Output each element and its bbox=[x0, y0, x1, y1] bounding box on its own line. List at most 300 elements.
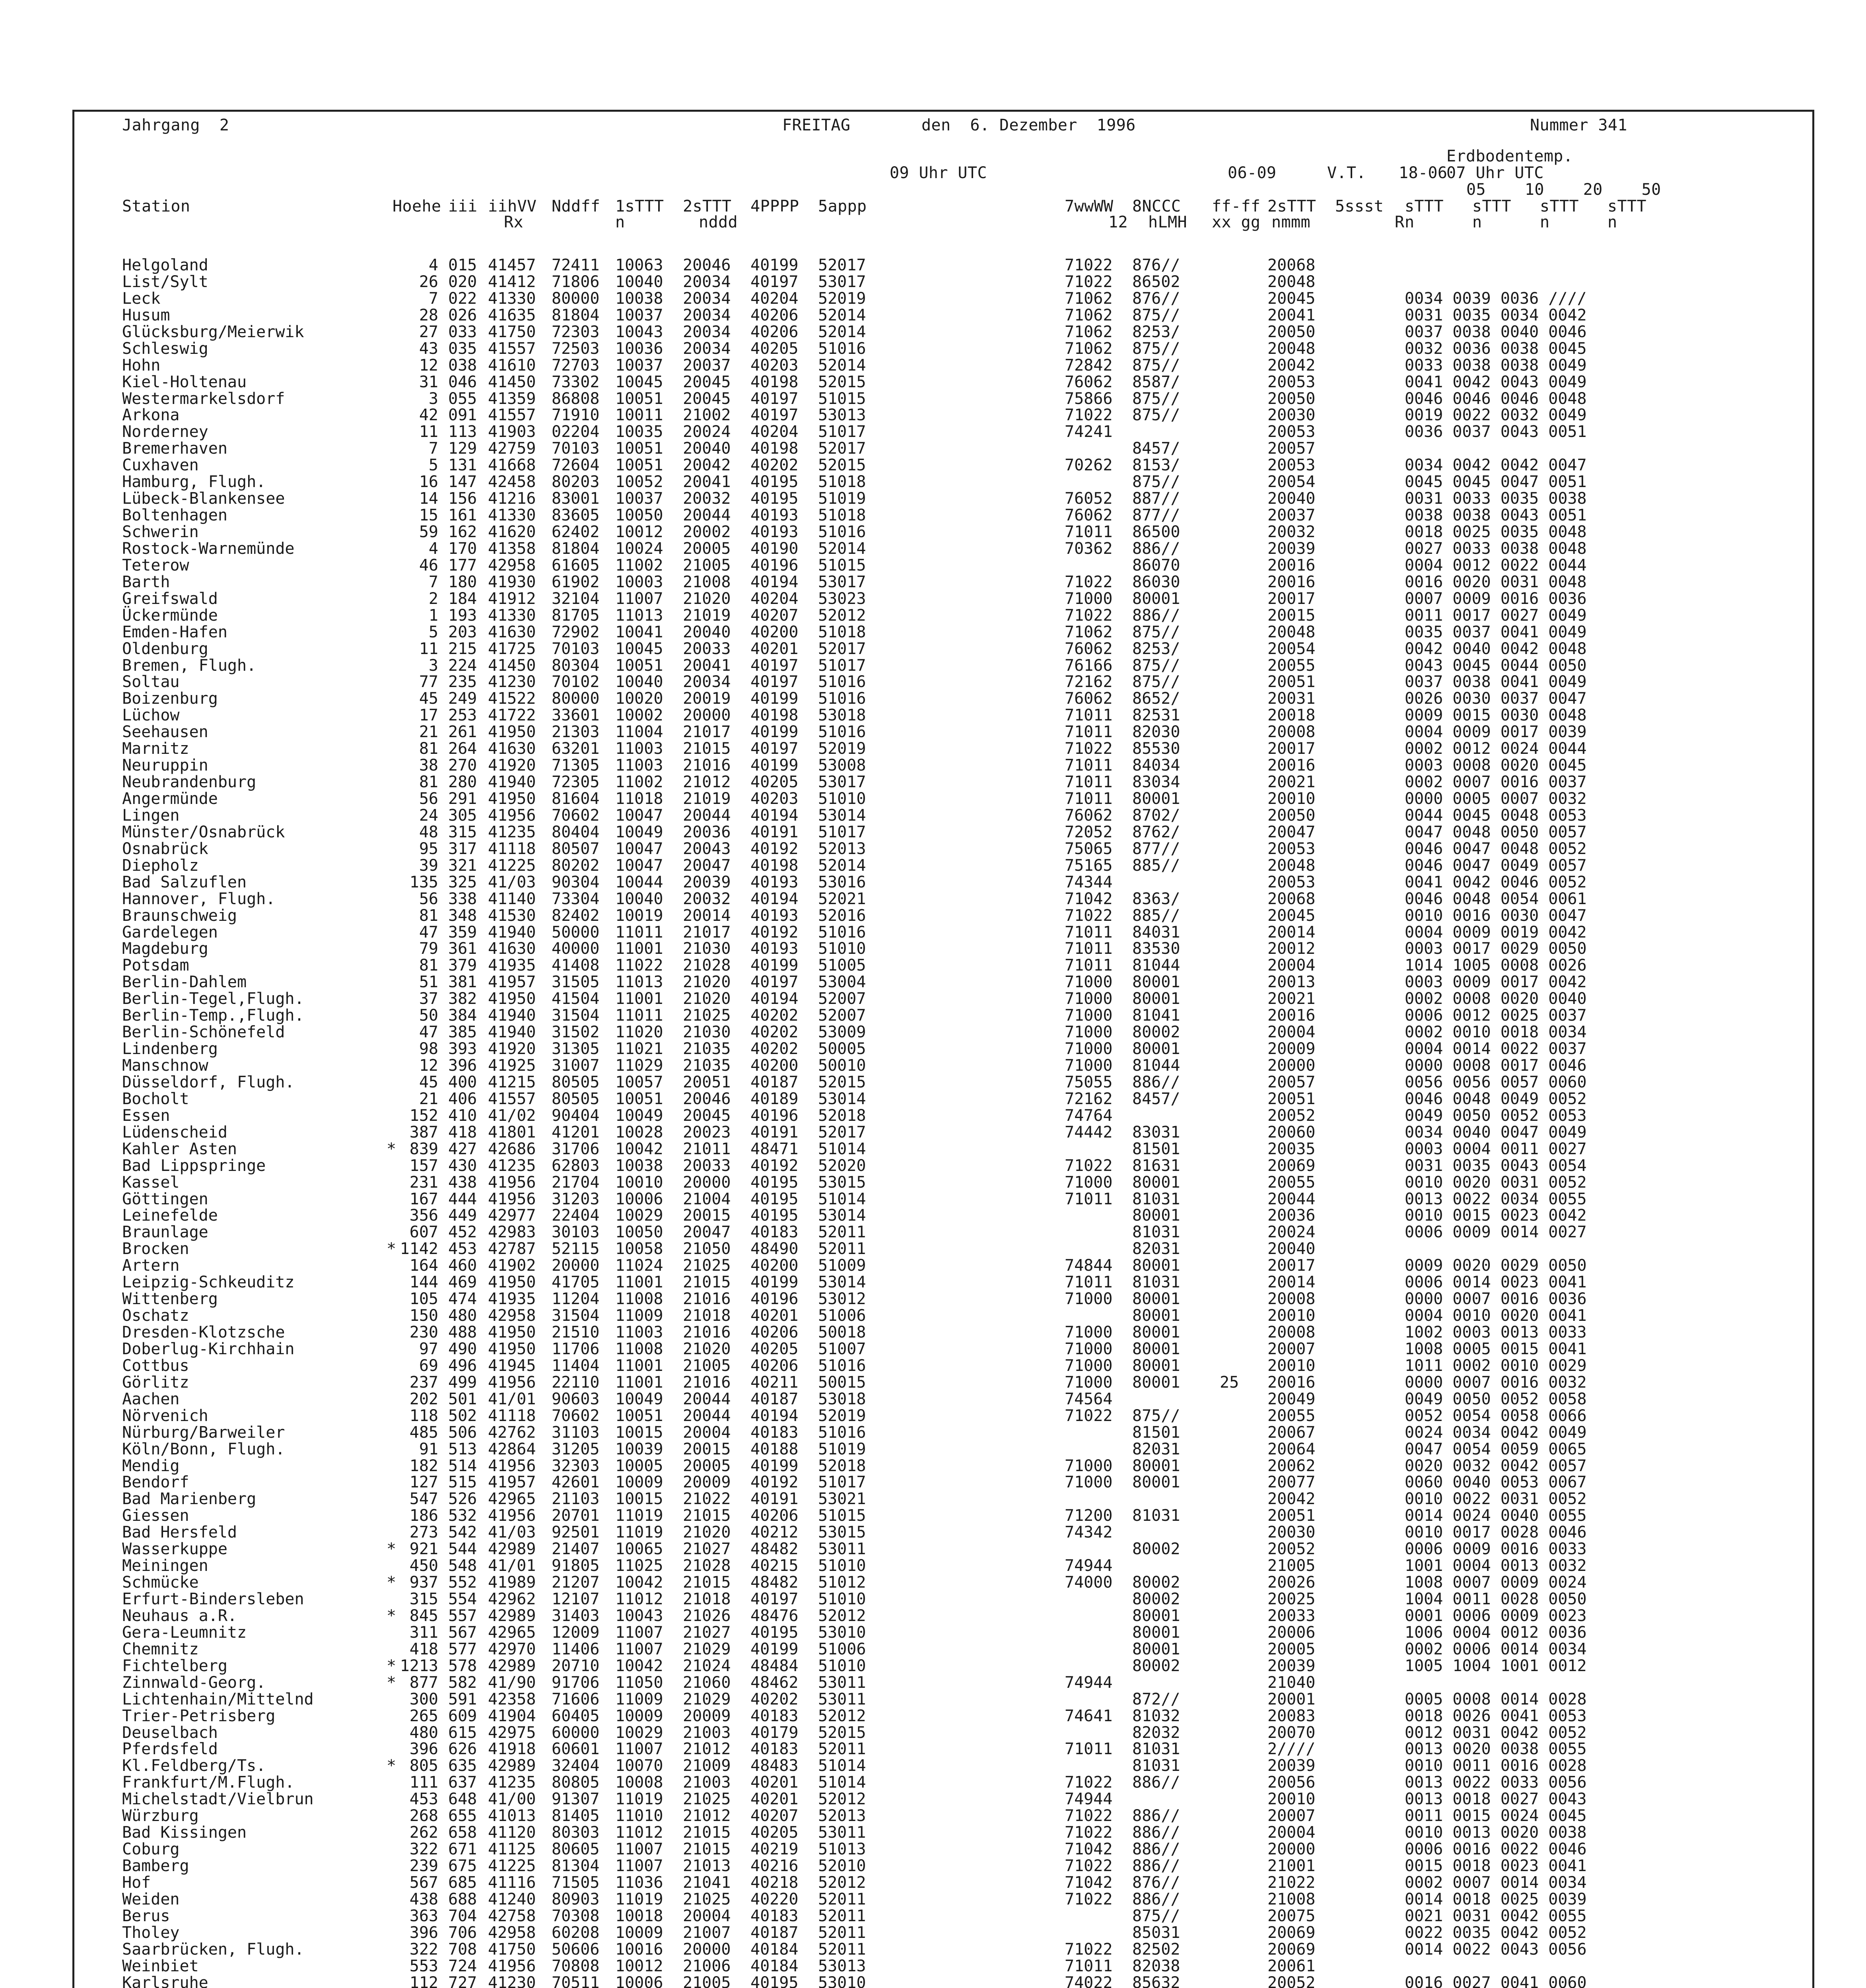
group-iihvv: 41557 bbox=[488, 406, 536, 425]
group-7wwww: 71011 bbox=[1065, 1740, 1113, 1759]
group-2sttt: 20040 bbox=[683, 439, 731, 458]
station-height: 315 bbox=[409, 1590, 438, 1608]
group-7wwww: 76166 bbox=[1065, 656, 1113, 675]
group-5appp: 52014 bbox=[818, 856, 866, 875]
soil-temperatures: 0003 0017 0029 0050 bbox=[1405, 940, 1587, 958]
station-height: 300 bbox=[409, 1690, 438, 1708]
station-name: Emden-Hafen bbox=[122, 623, 227, 641]
station-height: 262 bbox=[409, 1823, 438, 1842]
group-7wwww: 75866 bbox=[1065, 389, 1113, 408]
group-8nccc: 80001 bbox=[1132, 1307, 1180, 1325]
group-7wwww: 71022 bbox=[1065, 1156, 1113, 1175]
group-2sttt: 21016 bbox=[683, 756, 731, 775]
group-7wwww: 71022 bbox=[1065, 1890, 1113, 1908]
station-index: 348 bbox=[448, 906, 477, 925]
group-iihvv: 41801 bbox=[488, 1123, 536, 1142]
table-row bbox=[74, 1341, 1812, 1358]
soil-temperatures: 0003 0009 0017 0042 bbox=[1405, 973, 1587, 992]
group-2sttt-night: 20055 bbox=[1267, 656, 1316, 675]
group-nddff: 12009 bbox=[552, 1623, 600, 1642]
group-1sttt: 10009 bbox=[615, 1473, 663, 1492]
group-8nccc: 8762/ bbox=[1132, 823, 1180, 841]
station-index: 033 bbox=[448, 322, 477, 341]
station-height: 81 bbox=[419, 906, 438, 925]
group-4pppp: 40183 bbox=[750, 1706, 799, 1725]
soil-depths: 05 10 20 50 bbox=[1466, 181, 1661, 199]
group-2sttt: 20044 bbox=[683, 1390, 731, 1408]
soil-temp-title: Erdbodentemp. bbox=[1446, 147, 1573, 165]
group-2sttt-night: 20037 bbox=[1267, 506, 1316, 525]
group-iihvv: 41235 bbox=[488, 823, 536, 841]
group-2sttt-night: 20045 bbox=[1267, 289, 1316, 308]
group-4pppp: 40196 bbox=[750, 556, 799, 575]
group-iihvv: 41950 bbox=[488, 723, 536, 742]
group-8nccc: 86502 bbox=[1132, 272, 1180, 291]
group-8nccc: 886// bbox=[1132, 539, 1180, 558]
table-row bbox=[74, 1041, 1812, 1058]
group-5appp: 53014 bbox=[818, 806, 866, 825]
group-1sttt: 11003 bbox=[615, 740, 663, 758]
group-8nccc: 885// bbox=[1132, 906, 1180, 925]
group-5appp: 51014 bbox=[818, 1140, 866, 1158]
group-1sttt: 10029 bbox=[615, 1206, 663, 1225]
group-2sttt-night: 20062 bbox=[1267, 1456, 1316, 1475]
group-iihvv: 41668 bbox=[488, 456, 536, 475]
group-1sttt: 10036 bbox=[615, 339, 663, 358]
station-name: Leck bbox=[122, 289, 161, 308]
group-1sttt: 11008 bbox=[615, 1340, 663, 1358]
group-1sttt: 11019 bbox=[615, 1507, 663, 1525]
table-row bbox=[74, 391, 1812, 408]
table-row bbox=[74, 357, 1812, 374]
group-8nccc: 82038 bbox=[1132, 1957, 1180, 1975]
soil-temperatures: 0034 0042 0042 0047 bbox=[1405, 456, 1587, 475]
col-5appp: 5appp bbox=[818, 197, 867, 215]
group-7wwww: 74022 bbox=[1065, 1973, 1113, 1988]
group-4pppp: 40201 bbox=[750, 1307, 799, 1325]
soil-temperatures: 0010 0022 0031 0052 bbox=[1405, 1490, 1587, 1508]
group-7wwww: 71000 bbox=[1065, 1323, 1113, 1342]
station-name: Coburg bbox=[122, 1840, 180, 1859]
group-iihvv: 41989 bbox=[488, 1573, 536, 1592]
group-5appp: 52015 bbox=[818, 1073, 866, 1091]
table-row bbox=[74, 774, 1812, 791]
station-index: 177 bbox=[448, 556, 477, 575]
group-2sttt: 21025 bbox=[683, 1256, 731, 1275]
station-index: 578 bbox=[448, 1656, 477, 1675]
soil-temperatures: 0011 0015 0024 0045 bbox=[1405, 1807, 1587, 1825]
group-1sttt: 10003 bbox=[615, 573, 663, 591]
group-1sttt: 11001 bbox=[615, 1356, 663, 1375]
group-5appp: 53009 bbox=[818, 1023, 866, 1042]
group-2sttt: 20043 bbox=[683, 839, 731, 858]
group-7wwww: 71022 bbox=[1065, 256, 1113, 274]
group-nddff: 31706 bbox=[552, 1140, 600, 1158]
station-name: Bad Marienberg bbox=[122, 1490, 257, 1508]
station-index: 261 bbox=[448, 723, 477, 742]
station-index: 706 bbox=[448, 1923, 477, 1942]
group-5appp: 52019 bbox=[818, 740, 866, 758]
group-2sttt: 21027 bbox=[683, 1540, 731, 1559]
soil-temperatures: 0037 0038 0041 0049 bbox=[1405, 673, 1587, 691]
group-2sttt: 21019 bbox=[683, 790, 731, 808]
group-8nccc: 81631 bbox=[1132, 1156, 1180, 1175]
group-1sttt: 10051 bbox=[615, 1089, 663, 1108]
col-iihvv: iihVV bbox=[488, 197, 537, 215]
group-2sttt: 21005 bbox=[683, 556, 731, 575]
station-name: Bocholt bbox=[122, 1089, 189, 1108]
station-height: 127 bbox=[409, 1473, 438, 1492]
group-2sttt: 20040 bbox=[683, 623, 731, 641]
group-iihvv: 41940 bbox=[488, 773, 536, 792]
soil-temperatures: 0024 0034 0042 0049 bbox=[1405, 1423, 1587, 1442]
group-5appp: 53018 bbox=[818, 1390, 866, 1408]
group-7wwww: 72162 bbox=[1065, 1089, 1113, 1108]
station-height: 877 bbox=[409, 1673, 438, 1692]
soil-temperatures: 1001 0004 0013 0032 bbox=[1405, 1557, 1587, 1575]
group-7wwww: 71000 bbox=[1065, 990, 1113, 1008]
soil-temperatures: 0026 0030 0037 0047 bbox=[1405, 689, 1587, 708]
group-1sttt: 11007 bbox=[615, 1740, 663, 1759]
soil-temperatures: 0009 0020 0029 0050 bbox=[1405, 1256, 1587, 1275]
group-nddff: 92501 bbox=[552, 1523, 600, 1542]
group-2sttt: 20009 bbox=[683, 1706, 731, 1725]
group-2sttt: 21030 bbox=[683, 1023, 731, 1042]
group-8nccc: 80001 bbox=[1132, 1040, 1180, 1058]
station-index: 655 bbox=[448, 1807, 477, 1825]
group-8nccc: 8363/ bbox=[1132, 889, 1180, 908]
sub-hlmh: hLMH bbox=[1148, 213, 1187, 231]
station-name: Zinnwald-Georg. bbox=[122, 1673, 266, 1692]
table-row bbox=[74, 557, 1812, 574]
table-row bbox=[74, 1074, 1812, 1091]
table-row bbox=[74, 507, 1812, 524]
station-index: 291 bbox=[448, 790, 477, 808]
station-height: 47 bbox=[419, 1023, 438, 1042]
group-2sttt-night: 21022 bbox=[1267, 1873, 1316, 1892]
group-4pppp: 40204 bbox=[750, 289, 799, 308]
group-7wwww: 71022 bbox=[1065, 906, 1113, 925]
group-nddff: 41504 bbox=[552, 990, 600, 1008]
group-1sttt: 10037 bbox=[615, 489, 663, 508]
group-iihvv: 41450 bbox=[488, 656, 536, 675]
group-8nccc: 81031 bbox=[1132, 1507, 1180, 1525]
group-4pppp: 40203 bbox=[750, 356, 799, 375]
group-2sttt-night: 20051 bbox=[1267, 673, 1316, 691]
group-1sttt: 10065 bbox=[615, 1540, 663, 1559]
group-2sttt: 21030 bbox=[683, 940, 731, 958]
group-8nccc: 80002 bbox=[1132, 1540, 1180, 1559]
table-row bbox=[74, 1158, 1812, 1175]
station-name: Greifswald bbox=[122, 589, 218, 608]
group-4pppp: 40192 bbox=[750, 1156, 799, 1175]
group-nddff: 72604 bbox=[552, 456, 600, 475]
table-row bbox=[74, 441, 1812, 457]
group-nddff: 30103 bbox=[552, 1223, 600, 1242]
soil-temperatures: 0046 0048 0049 0052 bbox=[1405, 1089, 1587, 1108]
group-7wwww: 71011 bbox=[1065, 706, 1113, 725]
station-index: 162 bbox=[448, 523, 477, 541]
group-7wwww: 71000 bbox=[1065, 1473, 1113, 1492]
group-2sttt-night: 20010 bbox=[1267, 790, 1316, 808]
station-name: Bendorf bbox=[122, 1473, 189, 1492]
group-nddff: 86808 bbox=[552, 389, 600, 408]
col-2sttt: 2sTTT bbox=[683, 197, 732, 215]
group-8nccc: 80001 bbox=[1132, 1356, 1180, 1375]
station-name: Frankfurt/M.Flugh. bbox=[122, 1773, 295, 1792]
station-index: 147 bbox=[448, 473, 477, 491]
group-4pppp: 40197 bbox=[750, 389, 799, 408]
table-row bbox=[74, 707, 1812, 724]
station-name: Lüdenscheid bbox=[122, 1123, 227, 1142]
station-height: 164 bbox=[409, 1256, 438, 1275]
table-row bbox=[74, 541, 1812, 557]
group-2sttt-night: 20001 bbox=[1267, 1690, 1316, 1708]
table-row bbox=[74, 1591, 1812, 1608]
table-row bbox=[74, 591, 1812, 608]
group-nddff: 91805 bbox=[552, 1557, 600, 1575]
table-row bbox=[74, 1708, 1812, 1725]
station-name: Doberlug-Kirchhain bbox=[122, 1340, 295, 1358]
day-name: FREITAG bbox=[782, 116, 851, 134]
table-row bbox=[74, 1858, 1812, 1875]
group-nddff: 71806 bbox=[552, 272, 600, 291]
station-index: 113 bbox=[448, 423, 477, 441]
station-index: 490 bbox=[448, 1340, 477, 1358]
group-2sttt-night: 20010 bbox=[1267, 1307, 1316, 1325]
station-index: 554 bbox=[448, 1590, 477, 1608]
group-4pppp: 40206 bbox=[750, 306, 799, 324]
group-nddff: 62402 bbox=[552, 523, 600, 541]
station-index: 548 bbox=[448, 1557, 477, 1575]
mountain-marker: * bbox=[387, 1240, 397, 1258]
group-7wwww: 71042 bbox=[1065, 889, 1113, 908]
soil-temperatures: 0034 0040 0047 0049 bbox=[1405, 1123, 1587, 1142]
group-8nccc: 875// bbox=[1132, 1406, 1180, 1425]
station-height: 43 bbox=[419, 339, 438, 358]
table-row bbox=[74, 608, 1812, 624]
station-index: 430 bbox=[448, 1156, 477, 1175]
group-7wwww: 71011 bbox=[1065, 1273, 1113, 1292]
group-8nccc: 80001 bbox=[1132, 1290, 1180, 1309]
group-5appp: 53012 bbox=[818, 1290, 866, 1309]
group-5appp: 52014 bbox=[818, 322, 866, 341]
group-iihvv: 41950 bbox=[488, 1273, 536, 1292]
group-7wwww: 74344 bbox=[1065, 873, 1113, 891]
group-1sttt: 11036 bbox=[615, 1873, 663, 1892]
group-1sttt: 10028 bbox=[615, 1123, 663, 1142]
group-4pppp: 40195 bbox=[750, 1206, 799, 1225]
station-index: 474 bbox=[448, 1290, 477, 1309]
group-nddff: 31103 bbox=[552, 1423, 600, 1442]
mountain-marker: * bbox=[387, 1656, 397, 1675]
group-1sttt: 10040 bbox=[615, 673, 663, 691]
group-iihvv: 41/01 bbox=[488, 1557, 536, 1575]
station-height: 59 bbox=[419, 523, 438, 541]
group-iihvv: 42970 bbox=[488, 1640, 536, 1658]
group-5appp: 51017 bbox=[818, 423, 866, 441]
soil-temperatures: 0006 0014 0023 0041 bbox=[1405, 1273, 1587, 1292]
group-1sttt: 10006 bbox=[615, 1973, 663, 1988]
group-2sttt: 21005 bbox=[683, 1356, 731, 1375]
station-index: 315 bbox=[448, 823, 477, 841]
group-2sttt: 20036 bbox=[683, 823, 731, 841]
group-iihvv: 41620 bbox=[488, 523, 536, 541]
group-5appp: 52020 bbox=[818, 1156, 866, 1175]
station-name: Aachen bbox=[122, 1390, 180, 1408]
group-iihvv: 41920 bbox=[488, 1040, 536, 1058]
group-7wwww: 71022 bbox=[1065, 1807, 1113, 1825]
group-2sttt: 21020 bbox=[683, 990, 731, 1008]
soil-temperatures: 0010 0015 0023 0042 bbox=[1405, 1206, 1587, 1225]
group-8nccc: 8702/ bbox=[1132, 806, 1180, 825]
group-8nccc: 81044 bbox=[1132, 1056, 1180, 1075]
group-1sttt: 10049 bbox=[615, 1390, 663, 1408]
group-4pppp: 40206 bbox=[750, 322, 799, 341]
station-height: 47 bbox=[419, 923, 438, 942]
group-nddff: 81804 bbox=[552, 539, 600, 558]
soil-temperatures: 0052 0054 0058 0066 bbox=[1405, 1406, 1587, 1425]
group-7wwww: 71062 bbox=[1065, 339, 1113, 358]
group-4pppp: 40193 bbox=[750, 506, 799, 525]
group-8nccc: 886// bbox=[1132, 606, 1180, 625]
group-4pppp: 48490 bbox=[750, 1240, 799, 1258]
group-2sttt-night: 20031 bbox=[1267, 689, 1316, 708]
group-7wwww: 71000 bbox=[1065, 1340, 1113, 1358]
station-name: Saarbrücken, Flugh. bbox=[122, 1940, 304, 1959]
group-5appp: 53015 bbox=[818, 1173, 866, 1192]
station-index: 532 bbox=[448, 1507, 477, 1525]
station-height: 453 bbox=[409, 1790, 438, 1809]
group-4pppp: 40202 bbox=[750, 1006, 799, 1025]
group-nddff: 83001 bbox=[552, 489, 600, 508]
group-4pppp: 40184 bbox=[750, 1940, 799, 1959]
group-5appp: 53010 bbox=[818, 1973, 866, 1988]
soil-temperatures: 0004 0012 0022 0044 bbox=[1405, 556, 1587, 575]
soil-temperatures: 0060 0040 0053 0067 bbox=[1405, 1473, 1587, 1492]
group-nddff: 91706 bbox=[552, 1673, 600, 1692]
soil-temperatures: 0056 0056 0057 0060 bbox=[1405, 1073, 1587, 1091]
group-2sttt: 21035 bbox=[683, 1056, 731, 1075]
group-iihvv: 41957 bbox=[488, 973, 536, 992]
group-iihvv: 41230 bbox=[488, 673, 536, 691]
group-iihvv: 42686 bbox=[488, 1140, 536, 1158]
obs-time-07: 07 Uhr UTC bbox=[1446, 164, 1544, 182]
group-nddff: 31205 bbox=[552, 1440, 600, 1458]
group-4pppp: 40201 bbox=[750, 639, 799, 658]
group-iihvv: 41457 bbox=[488, 256, 536, 274]
mountain-marker: * bbox=[387, 1757, 397, 1775]
group-8nccc: 8457/ bbox=[1132, 439, 1180, 458]
group-4pppp: 40194 bbox=[750, 889, 799, 908]
group-5appp: 52013 bbox=[818, 839, 866, 858]
group-7wwww: 74564 bbox=[1065, 1390, 1113, 1408]
table-row bbox=[74, 1058, 1812, 1074]
group-5appp: 53011 bbox=[818, 1690, 866, 1708]
soil-temperatures: 0019 0022 0032 0049 bbox=[1405, 406, 1587, 425]
group-5appp: 51006 bbox=[818, 1307, 866, 1325]
group-1sttt: 11020 bbox=[615, 1023, 663, 1042]
group-2sttt: 20034 bbox=[683, 272, 731, 291]
station-height: 3 bbox=[428, 656, 438, 675]
station-index: 506 bbox=[448, 1423, 477, 1442]
group-8nccc: 80001 bbox=[1132, 1323, 1180, 1342]
group-8nccc: 83530 bbox=[1132, 940, 1180, 958]
station-height: 396 bbox=[409, 1740, 438, 1759]
table-row bbox=[74, 407, 1812, 424]
group-2sttt: 21002 bbox=[683, 406, 731, 425]
group-5appp: 51013 bbox=[818, 1840, 866, 1859]
station-index: 427 bbox=[448, 1140, 477, 1158]
group-4pppp: 40183 bbox=[750, 1423, 799, 1442]
station-height: 152 bbox=[409, 1106, 438, 1125]
group-iihvv: 41240 bbox=[488, 1890, 536, 1908]
group-iihvv: 42787 bbox=[488, 1240, 536, 1258]
group-nddff: 72303 bbox=[552, 322, 600, 341]
station-index: 317 bbox=[448, 839, 477, 858]
group-5appp: 52011 bbox=[818, 1740, 866, 1759]
group-8nccc: 82031 bbox=[1132, 1440, 1180, 1458]
group-4pppp: 40203 bbox=[750, 790, 799, 808]
station-index: 400 bbox=[448, 1073, 477, 1091]
group-4pppp: 40199 bbox=[750, 1640, 799, 1658]
group-1sttt: 11018 bbox=[615, 790, 663, 808]
group-7wwww: 71000 bbox=[1065, 1356, 1113, 1375]
table-row bbox=[74, 374, 1812, 391]
table-row bbox=[74, 1741, 1812, 1758]
group-1sttt: 10063 bbox=[615, 256, 663, 274]
group-4pppp: 40220 bbox=[750, 1890, 799, 1908]
station-height: 7 bbox=[428, 289, 438, 308]
station-height: 15 bbox=[419, 506, 438, 525]
soil-temperatures: 0018 0025 0035 0048 bbox=[1405, 523, 1587, 541]
station-index: 338 bbox=[448, 889, 477, 908]
group-nddff: 91307 bbox=[552, 1790, 600, 1809]
group-iihvv: 42989 bbox=[488, 1606, 536, 1625]
station-index: 235 bbox=[448, 673, 477, 691]
group-4pppp: 40198 bbox=[750, 373, 799, 391]
group-nddff: 80303 bbox=[552, 1823, 600, 1842]
station-index: 091 bbox=[448, 406, 477, 425]
group-2sttt-night: 20024 bbox=[1267, 1223, 1316, 1242]
station-height: 105 bbox=[409, 1290, 438, 1309]
group-8nccc: 877// bbox=[1132, 839, 1180, 858]
table-row bbox=[74, 341, 1812, 357]
col-nddff: Nddff bbox=[552, 197, 601, 215]
group-iihvv: 41630 bbox=[488, 740, 536, 758]
group-iihvv: 41930 bbox=[488, 573, 536, 591]
group-2sttt-night: 20033 bbox=[1267, 1606, 1316, 1625]
station-name: Artern bbox=[122, 1256, 180, 1275]
group-5appp: 51018 bbox=[818, 506, 866, 525]
group-7wwww: 74442 bbox=[1065, 1123, 1113, 1142]
station-height: 81 bbox=[419, 773, 438, 792]
group-7wwww: 71022 bbox=[1065, 740, 1113, 758]
group-8nccc: 80001 bbox=[1132, 1340, 1180, 1358]
group-nddff: 50000 bbox=[552, 923, 600, 942]
group-5appp: 51009 bbox=[818, 1256, 866, 1275]
table-row bbox=[74, 474, 1812, 491]
group-5appp: 51016 bbox=[818, 1423, 866, 1442]
station-name: Teterow bbox=[122, 556, 189, 575]
station-height: 21 bbox=[419, 723, 438, 742]
table-row bbox=[74, 1208, 1812, 1224]
group-8nccc: 82031 bbox=[1132, 1240, 1180, 1258]
group-7wwww: 71022 bbox=[1065, 1857, 1113, 1875]
station-index: 406 bbox=[448, 1089, 477, 1108]
group-nddff: 72305 bbox=[552, 773, 600, 792]
soil-temperatures: 0005 0008 0014 0028 bbox=[1405, 1690, 1587, 1708]
